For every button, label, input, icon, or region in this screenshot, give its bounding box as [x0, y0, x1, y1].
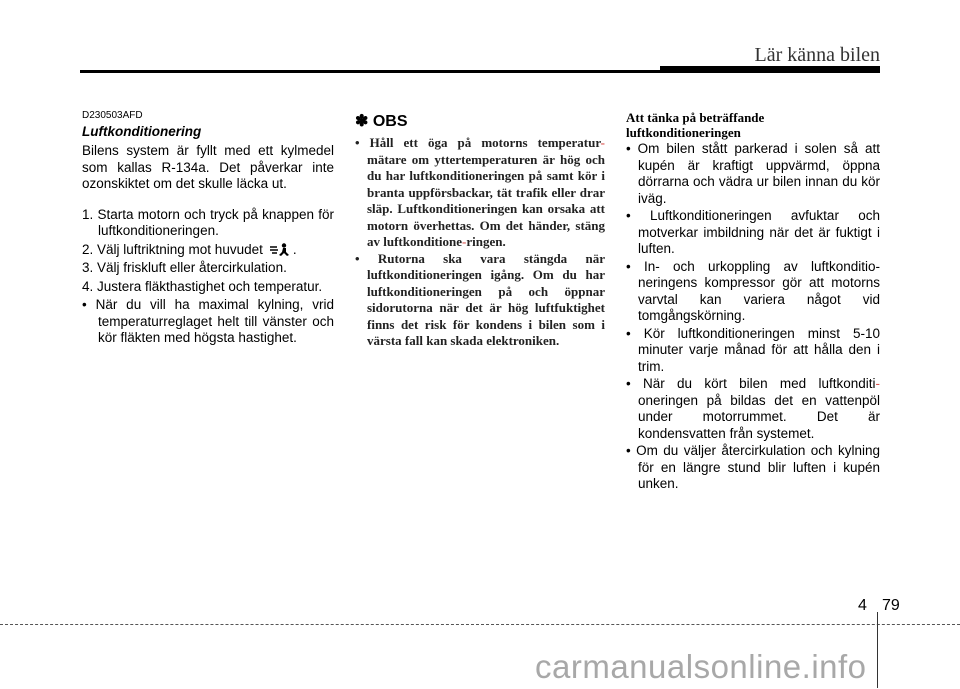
footer-separator [877, 612, 878, 688]
column-obs [355, 108, 605, 350]
obs-item-2: • Rutorna ska vara stängda när luftkonditioneringen igång. Om du har luftkonditioneringen på och öppnar sidorutorna när det är hög luftfuktighet finns det risk för kondens i bilen som i värsta fall kan skada elektroniken. [355, 250, 605, 348]
column-ac-usage [82, 108, 334, 349]
tip-item-2: • Luftkonditioneringen avfuktar och motverkar imbildning när det är fuktigt i luften. [626, 208, 880, 256]
footer-rule [0, 624, 960, 625]
obs-item-1 [355, 135, 605, 251]
tips-heading-line-1: Att tänka på beträffande [626, 110, 765, 125]
tip-item-5-part-b: oneringen på bildas det en vattenpöl under motorrummet. Det är kondensvatten från systemet. [638, 392, 880, 441]
page-number: 79 [882, 597, 900, 614]
step-1: 1. Starta motorn och tryck på knappen för luftkonditioneringen. [82, 206, 334, 238]
tip-item-5-part-a: • När du kört bilen med luftkonditi [626, 376, 876, 391]
section-code: D230503AFD [82, 110, 143, 121]
hyphen-mark: - [462, 234, 467, 249]
step-2 [82, 242, 334, 259]
tip-item-1: • Om bilen stått parkerad i solen så att kupén är kraftigt uppvärmd, öppna dörrarna och vädra ur bilen innan du kör iväg. [626, 141, 880, 206]
steps-list [82, 207, 334, 347]
step-2-text: 2. Välj luftriktning mot huvudet [82, 241, 263, 257]
step-2-suffix: . [292, 241, 297, 257]
hyphen-mark: - [600, 135, 605, 150]
step-3: 3. Välj friskluft eller återcirkulation. [82, 260, 287, 275]
tip-item-6: • Om du väljer återcirkulation och kylning för en längre stund blir luften i kupén unken. [626, 443, 880, 491]
tips-heading-line-2: luftkonditioneringen [626, 125, 741, 140]
obs-item-1-part-c: ringen. [466, 234, 506, 249]
header-rule-accent [660, 66, 880, 72]
page-chapter: 4 [858, 597, 867, 614]
tips-heading [626, 110, 880, 140]
obs-title: ✽ OBS [355, 113, 408, 130]
step-5: • När du vill ha maximal kylning, vrid temperaturreglaget helt till vänster och kör fläkten med högsta hastighet. [82, 297, 334, 345]
header-title: Lär känna bilen [754, 44, 880, 66]
vent-face-icon [269, 243, 291, 257]
intro-paragraph: Bilens system är fyllt med ett kylmedel som kallas R-134a. Det påverkar inte ozonskiktet om det skulle läcka ut. [82, 143, 334, 191]
section-title: Luftkonditionering [82, 124, 202, 139]
step-4: 4. Justera fläkthastighet och temperatur. [82, 278, 323, 294]
obs-item-1-part-a: • Håll ett öga på motorns temperatur [355, 135, 601, 150]
tips-list [626, 141, 880, 493]
tip-item-3: • In- och urkoppling av luftkonditio- neringens kompressor gör att motorns varvtal kan variera något vid tomgångskörning. [626, 258, 880, 323]
column-tips [626, 108, 880, 494]
watermark: carmanualsonline.info [535, 648, 867, 685]
tip-item-4: • Kör luftkonditioneringen minst 5-10 minuter varje månad för att hålla den i trim. [626, 325, 880, 374]
obs-list [355, 135, 605, 350]
tip-item-5 [626, 376, 880, 442]
obs-item-1-part-b: mätare om yttertemperaturen är hög och du har luftkonditioneringen på samt kör i branta uppförsbackar, tät trafik eller drar släp. Luftkonditioneringen kan orsaka att motorn överhettas. Om det händer, stäng av luftkonditione [367, 151, 605, 249]
hyphen-mark: - [875, 376, 880, 391]
